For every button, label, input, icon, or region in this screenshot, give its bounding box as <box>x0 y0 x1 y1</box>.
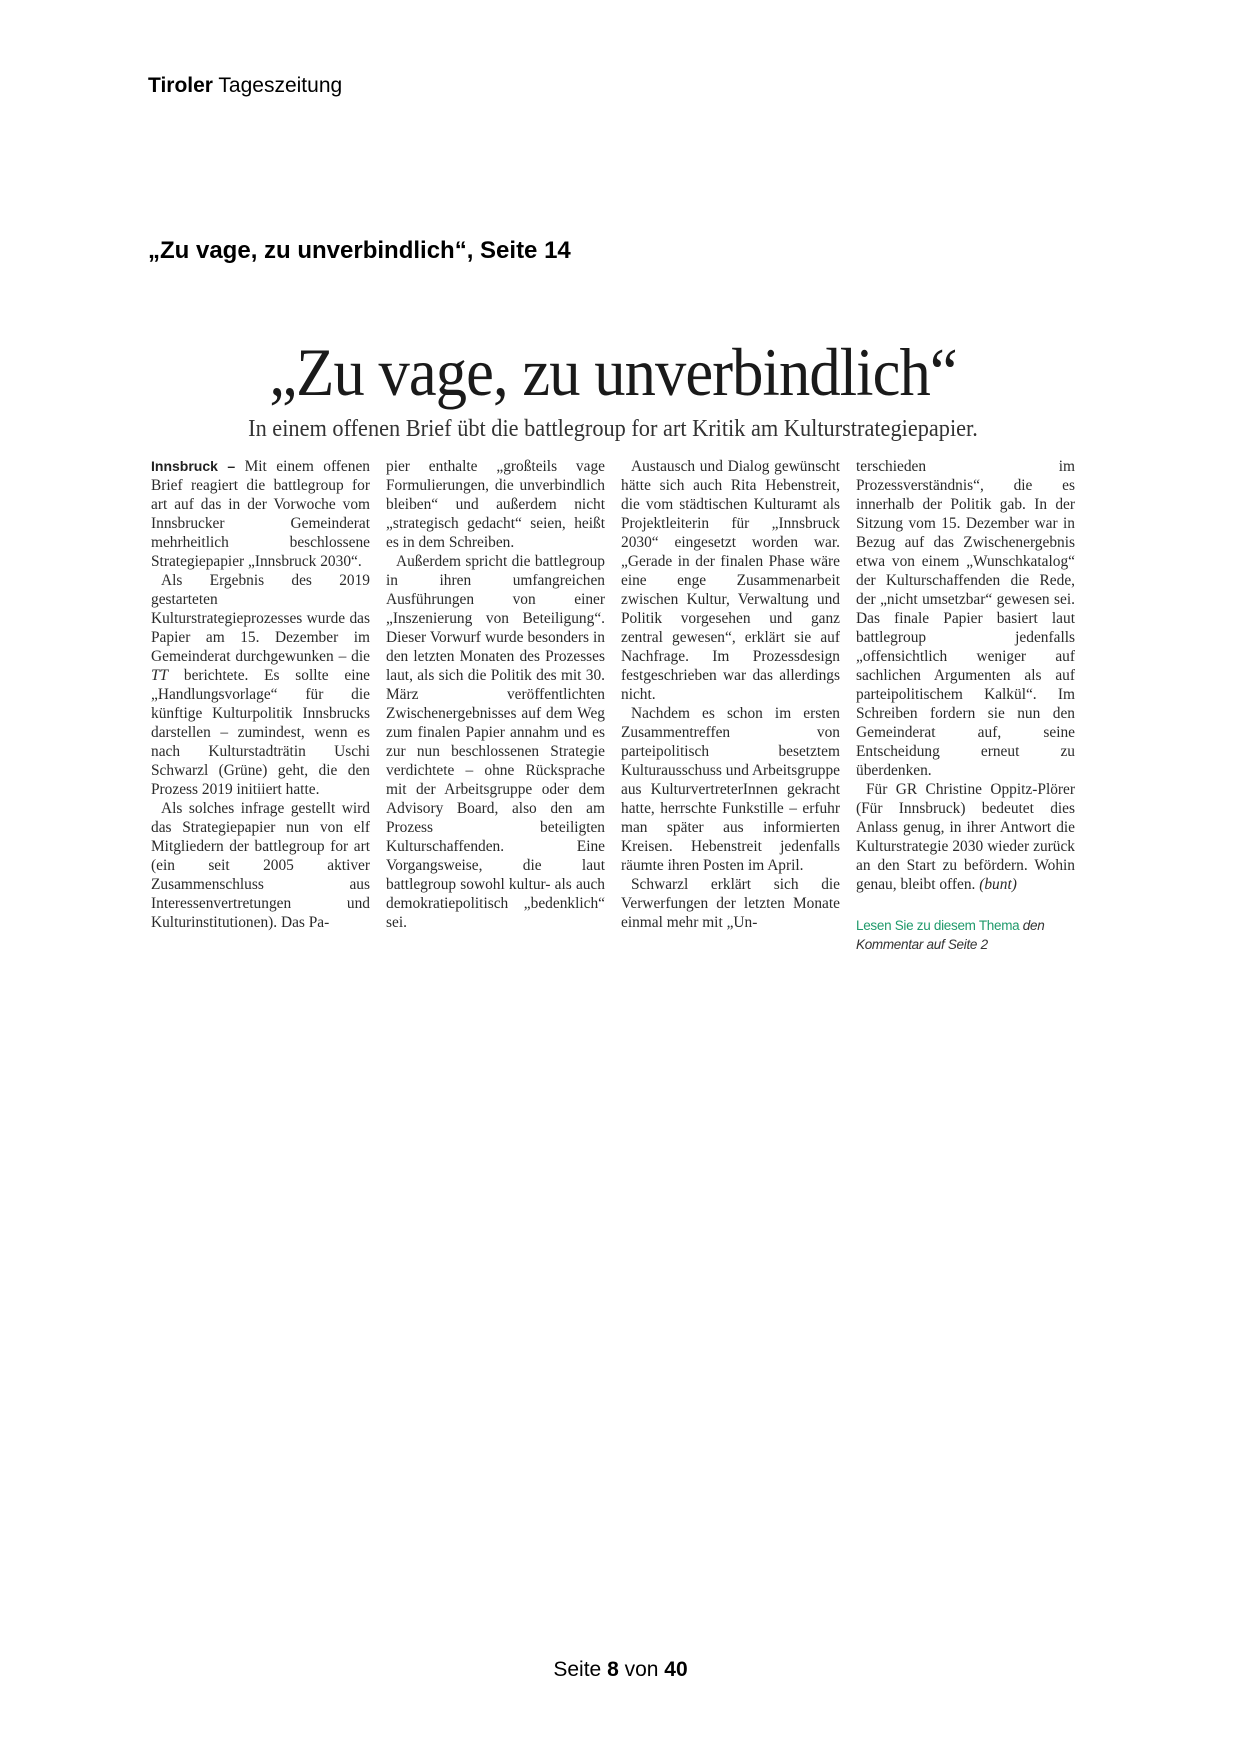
related-note-highlight: Lesen Sie zu diesem Thema <box>856 918 1020 933</box>
footer-prefix: Seite <box>553 1658 608 1681</box>
total-pages: 40 <box>664 1658 688 1681</box>
publication-abbrev: TT <box>151 667 169 684</box>
paragraph: Schwarzl erklärt sich die Verwerfungen der letzten Monate einmal mehr mit „Un- <box>621 876 840 931</box>
article-column-1 <box>151 457 370 954</box>
paragraph: Außerdem spricht die battlegroup in ihren umfangreichen Ausführungen von einer „Inszenierung von Beteiligung“. Dieser Vorwurf wurde besonders in den letzten Monaten des Prozesses laut, als sich die Politik des mit 30. März veröffentlichten Zwischenergebnisses auf dem Weg zum finalen Papier annahm und es zur nun beschlossenen Strategie verdichtete – ohne Rücksprache mit der Arbeitsgruppe oder dem Advisory Board, also den am Prozess beteiligten Kulturschaffenden. Eine Vorgangsweise, die laut battlegroup sowohl kultur- als auch demokratiepolitisch „bedenklich“ sei. <box>386 553 605 931</box>
dateline: Innsbruck – <box>151 458 236 474</box>
page-number-footer <box>0 1658 1241 1682</box>
paragraph: Nachdem es schon im ersten Zusammentreffen von parteipolitisch besetztem Kulturausschuss und Arbeitsgruppe aus KulturvertreterInnen gekracht hatte, herrschte Funkstille – erfuhr man später aus informierten Kreisen. Hebenstreit jedenfalls räumte ihren Posten im April. <box>621 705 840 874</box>
article-column-2 <box>386 457 605 954</box>
paragraph: Austausch und Dialog gewünscht hätte sich auch Rita Hebenstreit, die vom städtischen Kulturamt als Projektleiterin für „Innsbruck 2030“ eingesetzt worden war. „Gerade in der finalen Phase wäre eine enge Zusammenarbeit zwischen Kultur, Verwaltung und Politik vorgesehen und ganz zentral gewesen“, erklärt sie auf Nachfrage. Im Prozessdesign festgeschrieben war das allerdings nicht. <box>621 458 840 703</box>
paragraph-text: Für GR Christine Oppitz-Plörer (Für Innsbruck) bedeutet dies Anlass genug, in ihrer Antwort die Kulturstrategie 2030 wieder zurück an den Start zu befördern. Wohin genau, bleibt offen. <box>856 781 1075 893</box>
article-reference-title: „Zu vage, zu unverbindlich“, Seite 14 <box>148 237 571 264</box>
paragraph-text: Als Ergebnis des 2019 gestarteten Kulturstrategieprozesses wurde das Papier am 15. Dezember im Gemeinderat durchgewunken – die <box>151 572 370 665</box>
paragraph: terschieden im Prozessverständnis“, die es innerhalb der Politik gab. In der Sitzung vom 15. Dezember war in Bezug auf das Zwischenergebnis etwa von einem „Wunschkatalog“ der Kulturschaffenden die Rede, der „nicht umsetzbar“ gewesen sei. Das finale Papier basiert laut battlegroup jedenfalls „offensichtlich weniger auf sachlichen Argumenten als auf parteipolitischem Kalkül“. Im Schreiben fordern sie nun den Gemeinderat auf, seine Entscheidung erneut zu überdenken. <box>856 458 1075 779</box>
current-page: 8 <box>607 1658 619 1681</box>
paragraph <box>856 780 1075 894</box>
article-column-4 <box>856 457 1075 954</box>
author-tag: (bunt) <box>979 876 1017 893</box>
paragraph <box>151 571 370 799</box>
paragraph: pier enthalte „großteils vage Formulierungen, die unverbindlich bleiben“ und außerdem nicht „strategisch gedacht“ seien, heißt es in dem Schreiben. <box>386 458 605 551</box>
footer-middle: von <box>618 1658 665 1681</box>
publication-name-bold: Tiroler <box>148 74 213 97</box>
paragraph-text: Mit einem offenen Brief reagiert die battlegroup for art auf das in der Vorwoche vom Innsbrucker Gemeinderat mehrheitlich beschlossene Strategiepapier „Innsbruck 2030“. <box>151 458 370 570</box>
publication-name <box>148 74 342 98</box>
article-headline: „Zu vage, zu unverbindlich“ <box>269 334 957 410</box>
article-subheadline: In einem offenen Brief übt die battlegroup for art Kritik am Kulturstrategiepapier. <box>248 416 978 442</box>
article-column-3 <box>621 457 840 954</box>
paragraph-text: berichtete. Es sollte eine „Handlungsvorlage“ für die künftige Kulturpolitik Innsbrucks darstellen – zumindest, wenn es nach Kulturstadträtin Uschi Schwarzl (Grüne) geht, die den Prozess 2019 initiiert hatte. <box>151 667 370 798</box>
paragraph: Als solches infrage gestellt wird das Strategiepapier nun von elf Mitgliedern der battlegroup for art (ein seit 2005 aktiver Zusammenschluss aus Interessenvertretungen und Kulturinstitutionen). Das Pa- <box>151 800 370 931</box>
article-columns <box>151 457 1078 954</box>
publication-name-rest: Tageszeitung <box>212 74 343 97</box>
related-article-note <box>856 916 1075 954</box>
related-note-text: den Kommentar auf Seite 2 <box>856 918 1045 952</box>
paragraph <box>151 457 370 571</box>
newspaper-clipping <box>148 335 1078 954</box>
